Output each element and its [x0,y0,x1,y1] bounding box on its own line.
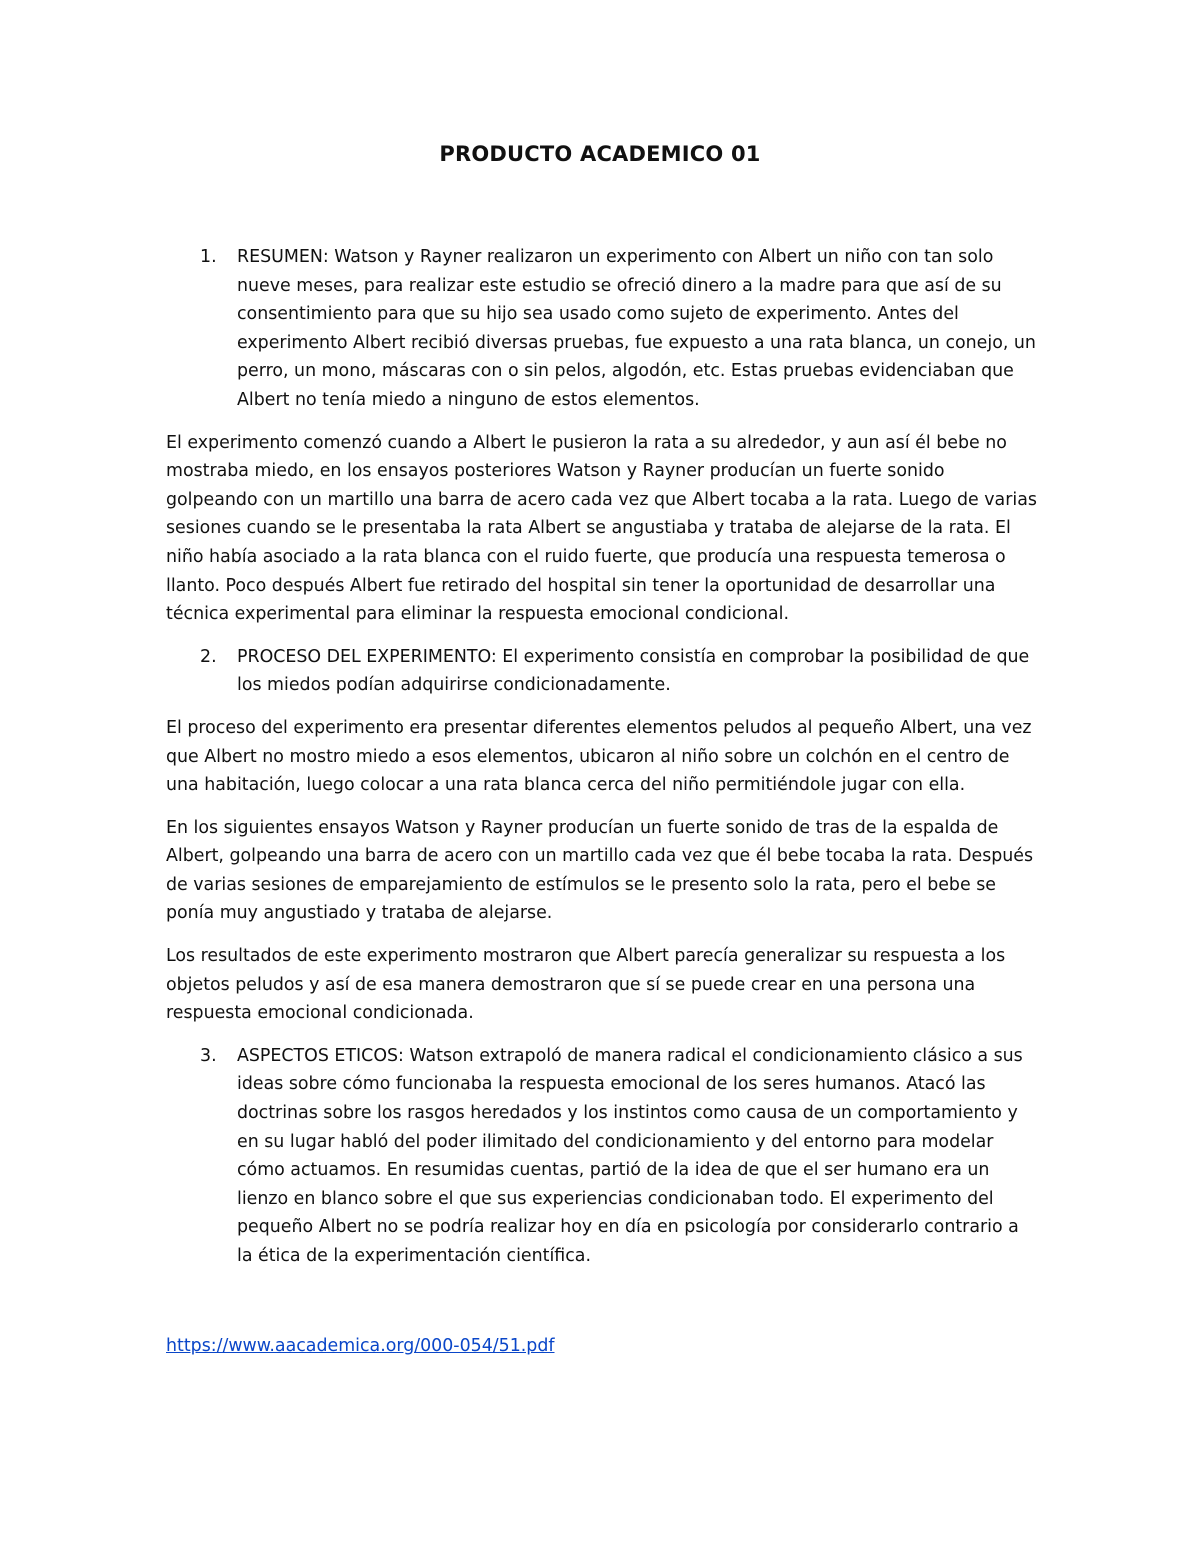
list-number: 3. [200,1045,217,1066]
list-item-resumen [166,243,1038,415]
list-item-text: ASPECTOS ETICOS: Watson extrapoló de manera radical el condicionamiento clásico a sus ideas sobre cómo funcionaba la respuesta emocional de los seres humanos. Atacó las doctrinas sobre los rasgos heredados y los instintos como causa de un comportamiento y en su lugar habló del poder ilimitado del condicionamiento y del entorno para modelar cómo actuamos. En resumidas cuentas, partió de la idea de que el ser humano era un lienzo en blanco sobre el que sus experiencias condicionaban todo. El experimento del pequeño Albert no se podría realizar hoy en día en psicología por considerarlo contrario a la ética de la experimentación científica. [237,1045,1023,1266]
paragraph-trials: En los siguientes ensayos Watson y Rayner producían un fuerte sonido de tras de la espalda de Albert, golpeando una barra de acero con un martillo cada vez que él bebe tocaba la rata. Después de varias sesiones de emparejamiento de estímulos se le presento solo la rata, pero el bebe se ponía muy angustiado y trataba de alejarse. [166,817,1034,924]
reference-link[interactable]: https://www.aacademica.org/000-054/51.pdf [166,1336,555,1356]
paragraph-process: El proceso del experimento era presentar diferentes elementos peludos al pequeño Albert, una vez que Albert no mostro miedo a esos elementos, ubicaron al niño sobre un colchón en el centro de una habitación, luego colocar a una rata blanca cerca del niño permitiéndole jugar con ella. [166,717,1032,796]
document-body [166,243,1038,1285]
list-number: 2. [200,646,217,667]
list-item-proceso [166,643,1038,700]
list-item-aspectos-eticos [166,1042,1038,1271]
list-item-text: RESUMEN: Watson y Rayner realizaron un experimento con Albert un niño con tan solo nueve meses, para realizar este estudio se ofreció dinero a la madre para que así de su consentimiento para que su hijo sea usado como sujeto de experimento. Antes del experimento Albert recibió diversas pruebas, fue expuesto a una rata blanca, un conejo, un perro, un mono, máscaras con o sin pelos, algodón, etc. Estas pruebas evidenciaban que Albert no tenía miedo a ninguno de estos elementos. [237,247,1036,410]
document-title: PRODUCTO ACADEMICO 01 [439,142,761,166]
paragraph-results: Los resultados de este experimento mostraron que Albert parecía generalizar su respuesta a los objetos peludos y así de esa manera demostraron que sí se puede crear en una persona una respuesta emocional condicionada. [166,946,1006,1024]
list-item-text: PROCESO DEL EXPERIMENTO: El experimento consistía en comprobar la posibilidad de que los miedos podían adquirirse condicionadamente. [237,646,1030,696]
list-number: 1. [200,247,217,267]
paragraph-experiment-start: El experimento comenzó cuando a Albert le pusieron la rata a su alrededor, y aun así él bebe no mostraba miedo, en los ensayos posteriores Watson y Rayner producían un fuerte sonido golpeando con un martillo una barra de acero cada vez que Albert tocaba a la rata. Luego de varias sesiones cuando se le presentaba la rata Albert se angustiaba y trataba de alejarse de la rata. El niño había asociado a la rata blanca con el ruido fuerte, que producía una respuesta temerosa o llanto. Poco después Albert fue retirado del hospital sin tener la oportunidad de desarrollar una técnica experimental para eliminar la respuesta emocional condicional. [166,432,1037,625]
